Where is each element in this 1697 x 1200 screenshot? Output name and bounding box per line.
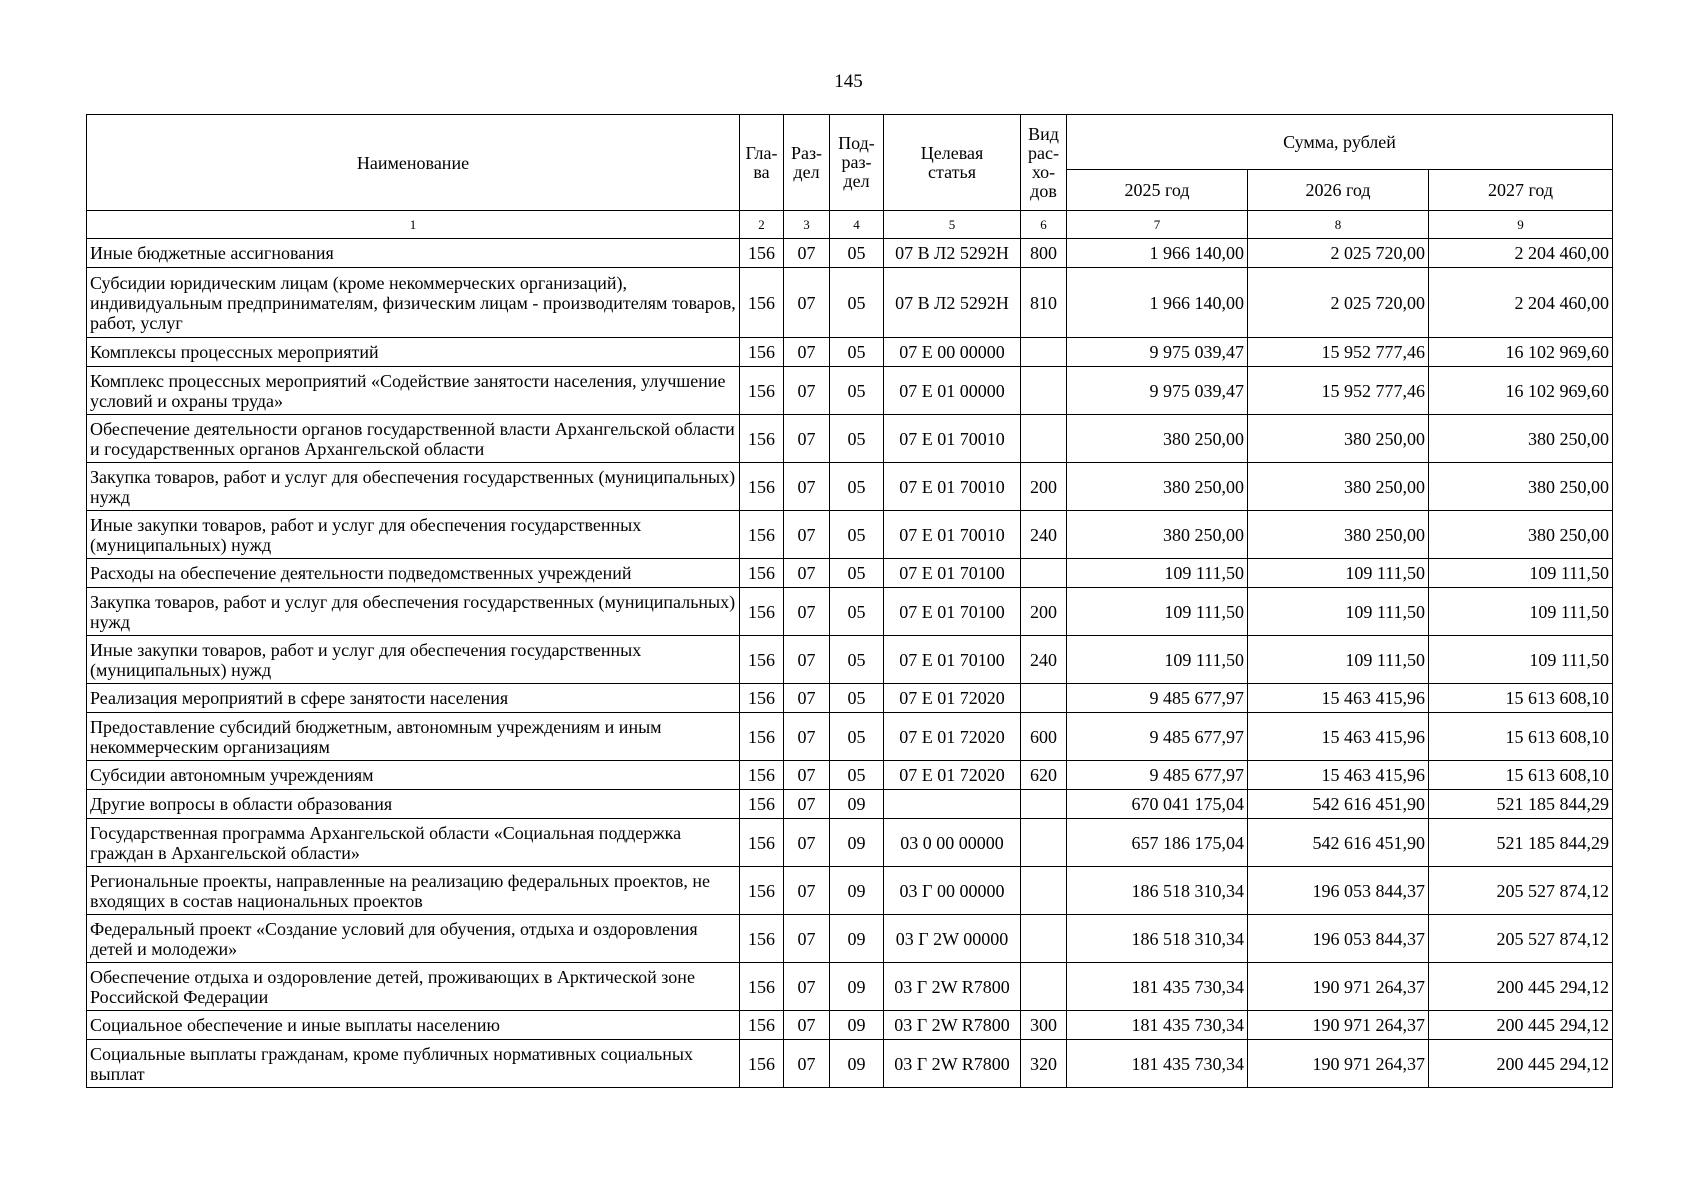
row-subsection: 05 <box>830 588 884 636</box>
header-sum: Сумма, рублей <box>1067 115 1613 170</box>
row-target-article: 07 Е 01 70010 <box>884 511 1021 559</box>
row-chapter: 156 <box>740 268 784 338</box>
row-subsection: 05 <box>830 761 884 790</box>
row-amount-2027: 205 527 874,12 <box>1429 915 1613 963</box>
row-subsection: 09 <box>830 963 884 1011</box>
table-row <box>87 588 1613 636</box>
header-2025: 2025 год <box>1067 170 1248 211</box>
row-name: Предоставление субсидий бюджетным, автономным учреждениям и иным некоммерческим организациям <box>87 713 740 761</box>
row-target-article <box>884 790 1021 819</box>
row-name: Комплекс процессных мероприятий «Содействие занятости населения, улучшение условий и охраны труда» <box>87 367 740 415</box>
row-amount-2027: 2 204 460,00 <box>1429 239 1613 268</box>
row-amount-2025: 380 250,00 <box>1067 463 1248 511</box>
row-name: Иные бюджетные ассигнования <box>87 239 740 268</box>
table-row <box>87 684 1613 713</box>
row-amount-2027: 380 250,00 <box>1429 463 1613 511</box>
row-expense-type <box>1021 867 1067 915</box>
row-amount-2026: 109 111,50 <box>1248 588 1429 636</box>
row-chapter: 156 <box>740 819 784 867</box>
row-subsection: 05 <box>830 713 884 761</box>
row-target-article: 07 Е 01 72020 <box>884 761 1021 790</box>
row-expense-type: 620 <box>1021 761 1067 790</box>
row-target-article: 07 Е 00 00000 <box>884 338 1021 367</box>
row-chapter: 156 <box>740 636 784 684</box>
row-chapter: 156 <box>740 588 784 636</box>
table-row <box>87 463 1613 511</box>
row-name: Иные закупки товаров, работ и услуг для обеспечения государственных (муниципальных) нужд <box>87 511 740 559</box>
row-amount-2027: 15 613 608,10 <box>1429 713 1613 761</box>
row-amount-2026: 15 463 415,96 <box>1248 761 1429 790</box>
row-chapter: 156 <box>740 915 784 963</box>
table-row <box>87 415 1613 463</box>
table-row <box>87 268 1613 338</box>
header-number: 1 <box>87 211 740 239</box>
row-name: Субсидии юридическим лицам (кроме некоммерческих организаций), индивидуальным предпринимателям, физическим лицам - производителям товаров, работ, услуг <box>87 268 740 338</box>
row-amount-2026: 542 616 451,90 <box>1248 790 1429 819</box>
row-expense-type: 200 <box>1021 588 1067 636</box>
row-amount-2026: 109 111,50 <box>1248 559 1429 588</box>
row-section: 07 <box>784 684 830 713</box>
header-2026: 2026 год <box>1248 170 1429 211</box>
row-subsection: 05 <box>830 684 884 713</box>
row-target-article: 03 Г 2W R7800 <box>884 1011 1021 1040</box>
row-chapter: 156 <box>740 239 784 268</box>
row-target-article: 03 0 00 00000 <box>884 819 1021 867</box>
row-section: 07 <box>784 367 830 415</box>
row-amount-2025: 186 518 310,34 <box>1067 867 1248 915</box>
row-section: 07 <box>784 713 830 761</box>
row-amount-2025: 9 485 677,97 <box>1067 761 1248 790</box>
header-number: 2 <box>740 211 784 239</box>
row-amount-2026: 380 250,00 <box>1248 511 1429 559</box>
row-name: Обеспечение деятельности органов государственной власти Архангельской области и государственных органов Архангельской области <box>87 415 740 463</box>
row-expense-type: 300 <box>1021 1011 1067 1040</box>
row-amount-2026: 2 025 720,00 <box>1248 268 1429 338</box>
row-target-article: 07 Е 01 72020 <box>884 684 1021 713</box>
row-amount-2025: 109 111,50 <box>1067 559 1248 588</box>
header-section <box>784 115 830 211</box>
row-section: 07 <box>784 415 830 463</box>
row-amount-2027: 380 250,00 <box>1429 415 1613 463</box>
row-expense-type <box>1021 915 1067 963</box>
row-amount-2026: 190 971 264,37 <box>1248 1011 1429 1040</box>
row-amount-2025: 9 975 039,47 <box>1067 367 1248 415</box>
row-expense-type <box>1021 559 1067 588</box>
table-row <box>87 1011 1613 1040</box>
header-name <box>87 115 740 211</box>
budget-table <box>86 114 1613 1088</box>
row-chapter: 156 <box>740 338 784 367</box>
row-amount-2025: 181 435 730,34 <box>1067 1040 1248 1088</box>
table-row <box>87 559 1613 588</box>
row-section: 07 <box>784 588 830 636</box>
row-expense-type <box>1021 338 1067 367</box>
row-target-article: 07 Е 01 70100 <box>884 636 1021 684</box>
table-row <box>87 511 1613 559</box>
row-subsection: 09 <box>830 867 884 915</box>
row-section: 07 <box>784 790 830 819</box>
row-amount-2026: 190 971 264,37 <box>1248 1040 1429 1088</box>
row-section: 07 <box>784 1011 830 1040</box>
row-amount-2025: 1 966 140,00 <box>1067 268 1248 338</box>
row-amount-2027: 200 445 294,12 <box>1429 1011 1613 1040</box>
row-section: 07 <box>784 268 830 338</box>
row-amount-2025: 9 485 677,97 <box>1067 713 1248 761</box>
row-amount-2027: 2 204 460,00 <box>1429 268 1613 338</box>
row-amount-2026: 196 053 844,37 <box>1248 915 1429 963</box>
row-amount-2027: 380 250,00 <box>1429 511 1613 559</box>
row-amount-2027: 521 185 844,29 <box>1429 790 1613 819</box>
row-section: 07 <box>784 1040 830 1088</box>
row-name: Комплексы процессных мероприятий <box>87 338 740 367</box>
row-subsection: 09 <box>830 790 884 819</box>
row-chapter: 156 <box>740 684 784 713</box>
row-amount-2027: 200 445 294,12 <box>1429 963 1613 1011</box>
row-section: 07 <box>784 559 830 588</box>
header-number: 9 <box>1429 211 1613 239</box>
header-number: 8 <box>1248 211 1429 239</box>
row-name: Социальные выплаты гражданам, кроме публичных нормативных социальных выплат <box>87 1040 740 1088</box>
table-row <box>87 963 1613 1011</box>
row-section: 07 <box>784 636 830 684</box>
header-number: 7 <box>1067 211 1248 239</box>
table-body <box>87 239 1613 1088</box>
row-expense-type <box>1021 963 1067 1011</box>
table-row <box>87 1040 1613 1088</box>
row-expense-type: 600 <box>1021 713 1067 761</box>
row-name: Социальное обеспечение и иные выплаты населению <box>87 1011 740 1040</box>
header-target <box>884 115 1021 211</box>
row-amount-2026: 15 952 777,46 <box>1248 338 1429 367</box>
header-name-text: Наименование <box>356 152 470 173</box>
row-amount-2026: 380 250,00 <box>1248 415 1429 463</box>
row-subsection: 09 <box>830 819 884 867</box>
row-amount-2026: 109 111,50 <box>1248 636 1429 684</box>
row-section: 07 <box>784 511 830 559</box>
row-expense-type: 240 <box>1021 511 1067 559</box>
table-row <box>87 790 1613 819</box>
table-row <box>87 867 1613 915</box>
row-chapter: 156 <box>740 963 784 1011</box>
table-row <box>87 915 1613 963</box>
row-section: 07 <box>784 239 830 268</box>
row-section: 07 <box>784 819 830 867</box>
row-amount-2027: 16 102 969,60 <box>1429 367 1613 415</box>
row-subsection: 05 <box>830 636 884 684</box>
row-subsection: 05 <box>830 239 884 268</box>
row-expense-type: 810 <box>1021 268 1067 338</box>
header-exp-type-text: Вид рас- хо- дов <box>1028 123 1059 201</box>
header-number: 5 <box>884 211 1021 239</box>
row-subsection: 05 <box>830 463 884 511</box>
row-expense-type: 240 <box>1021 636 1067 684</box>
table-row <box>87 761 1613 790</box>
row-amount-2026: 15 463 415,96 <box>1248 684 1429 713</box>
table-row <box>87 713 1613 761</box>
row-name: Закупка товаров, работ и услуг для обеспечения государственных (муниципальных) нужд <box>87 463 740 511</box>
row-subsection: 05 <box>830 415 884 463</box>
row-name: Иные закупки товаров, работ и услуг для обеспечения государственных (муниципальных) нужд <box>87 636 740 684</box>
row-name: Субсидии автономным учреждениям <box>87 761 740 790</box>
row-amount-2027: 16 102 969,60 <box>1429 338 1613 367</box>
row-target-article: 07 Е 01 70010 <box>884 415 1021 463</box>
row-section: 07 <box>784 338 830 367</box>
row-target-article: 07 В Л2 5292Н <box>884 268 1021 338</box>
header-number: 4 <box>830 211 884 239</box>
row-chapter: 156 <box>740 1040 784 1088</box>
header-chapter <box>740 115 784 211</box>
header-section-text: Раз- дел <box>790 142 823 182</box>
row-chapter: 156 <box>740 1011 784 1040</box>
row-name: Другие вопросы в области образования <box>87 790 740 819</box>
row-target-article: 07 Е 01 70010 <box>884 463 1021 511</box>
row-amount-2027: 521 185 844,29 <box>1429 819 1613 867</box>
row-amount-2025: 109 111,50 <box>1067 636 1248 684</box>
row-chapter: 156 <box>740 415 784 463</box>
row-name: Государственная программа Архангельской области «Социальная поддержка граждан в Архангельской области» <box>87 819 740 867</box>
row-chapter: 156 <box>740 367 784 415</box>
row-amount-2026: 196 053 844,37 <box>1248 867 1429 915</box>
row-target-article: 07 Е 01 70100 <box>884 559 1021 588</box>
row-target-article: 03 Г 2W R7800 <box>884 1040 1021 1088</box>
row-section: 07 <box>784 867 830 915</box>
row-name: Расходы на обеспечение деятельности подведомственных учреждений <box>87 559 740 588</box>
row-expense-type <box>1021 684 1067 713</box>
table-row <box>87 819 1613 867</box>
row-amount-2025: 186 518 310,34 <box>1067 915 1248 963</box>
row-expense-type: 200 <box>1021 463 1067 511</box>
row-name: Федеральный проект «Создание условий для обучения, отдыха и оздоровления детей и молодежи» <box>87 915 740 963</box>
row-expense-type <box>1021 367 1067 415</box>
row-target-article: 03 Г 2W R7800 <box>884 963 1021 1011</box>
row-amount-2027: 205 527 874,12 <box>1429 867 1613 915</box>
row-chapter: 156 <box>740 713 784 761</box>
row-chapter: 156 <box>740 761 784 790</box>
row-subsection: 09 <box>830 915 884 963</box>
row-target-article: 07 Е 01 70100 <box>884 588 1021 636</box>
row-chapter: 156 <box>740 790 784 819</box>
row-section: 07 <box>784 761 830 790</box>
row-amount-2025: 109 111,50 <box>1067 588 1248 636</box>
row-target-article: 07 В Л2 5292Н <box>884 239 1021 268</box>
row-name: Обеспечение отдыха и оздоровление детей, проживающих в Арктической зоне Российской Федерации <box>87 963 740 1011</box>
row-amount-2026: 2 025 720,00 <box>1248 239 1429 268</box>
row-name: Закупка товаров, работ и услуг для обеспечения государственных (муниципальных) нужд <box>87 588 740 636</box>
row-amount-2027: 109 111,50 <box>1429 636 1613 684</box>
row-subsection: 05 <box>830 367 884 415</box>
row-subsection: 05 <box>830 338 884 367</box>
row-subsection: 05 <box>830 559 884 588</box>
row-target-article: 03 Г 2W 00000 <box>884 915 1021 963</box>
header-exp-type <box>1021 115 1067 211</box>
row-section: 07 <box>784 963 830 1011</box>
row-amount-2025: 9 485 677,97 <box>1067 684 1248 713</box>
row-amount-2027: 109 111,50 <box>1429 559 1613 588</box>
row-amount-2027: 109 111,50 <box>1429 588 1613 636</box>
header-number: 6 <box>1021 211 1067 239</box>
header-2027: 2027 год <box>1429 170 1613 211</box>
row-amount-2025: 380 250,00 <box>1067 415 1248 463</box>
row-expense-type <box>1021 819 1067 867</box>
header-number: 3 <box>784 211 830 239</box>
row-chapter: 156 <box>740 559 784 588</box>
row-chapter: 156 <box>740 463 784 511</box>
row-section: 07 <box>784 463 830 511</box>
row-target-article: 07 Е 01 00000 <box>884 367 1021 415</box>
header-subsection <box>830 115 884 211</box>
table-row <box>87 367 1613 415</box>
row-amount-2026: 15 952 777,46 <box>1248 367 1429 415</box>
row-amount-2025: 181 435 730,34 <box>1067 963 1248 1011</box>
row-expense-type: 800 <box>1021 239 1067 268</box>
row-name: Реализация мероприятий в сфере занятости населения <box>87 684 740 713</box>
row-expense-type <box>1021 790 1067 819</box>
row-name: Региональные проекты, направленные на реализацию федеральных проектов, не входящих в состав национальных проектов <box>87 867 740 915</box>
row-expense-type: 320 <box>1021 1040 1067 1088</box>
row-expense-type <box>1021 415 1067 463</box>
row-chapter: 156 <box>740 511 784 559</box>
row-subsection: 09 <box>830 1011 884 1040</box>
header-target-text: Целевая статья <box>920 142 984 182</box>
page-number: 145 <box>834 71 863 92</box>
header-chapter-text: Гла- ва <box>745 142 778 182</box>
row-amount-2026: 15 463 415,96 <box>1248 713 1429 761</box>
row-amount-2026: 380 250,00 <box>1248 463 1429 511</box>
row-amount-2025: 1 966 140,00 <box>1067 239 1248 268</box>
row-amount-2027: 15 613 608,10 <box>1429 761 1613 790</box>
row-subsection: 05 <box>830 268 884 338</box>
header-subsection-text: Под- раз- дел <box>838 133 875 191</box>
row-section: 07 <box>784 915 830 963</box>
row-amount-2027: 15 613 608,10 <box>1429 684 1613 713</box>
header-number-row <box>87 211 1613 239</box>
table-row <box>87 636 1613 684</box>
row-amount-2025: 380 250,00 <box>1067 511 1248 559</box>
table-row <box>87 239 1613 268</box>
row-amount-2026: 190 971 264,37 <box>1248 963 1429 1011</box>
row-chapter: 156 <box>740 867 784 915</box>
row-amount-2027: 200 445 294,12 <box>1429 1040 1613 1088</box>
row-target-article: 03 Г 00 00000 <box>884 867 1021 915</box>
row-amount-2025: 670 041 175,04 <box>1067 790 1248 819</box>
row-amount-2025: 9 975 039,47 <box>1067 338 1248 367</box>
row-subsection: 09 <box>830 1040 884 1088</box>
row-amount-2025: 657 186 175,04 <box>1067 819 1248 867</box>
row-subsection: 05 <box>830 511 884 559</box>
row-amount-2026: 542 616 451,90 <box>1248 819 1429 867</box>
table-row <box>87 338 1613 367</box>
row-target-article: 07 Е 01 72020 <box>884 713 1021 761</box>
row-amount-2025: 181 435 730,34 <box>1067 1011 1248 1040</box>
